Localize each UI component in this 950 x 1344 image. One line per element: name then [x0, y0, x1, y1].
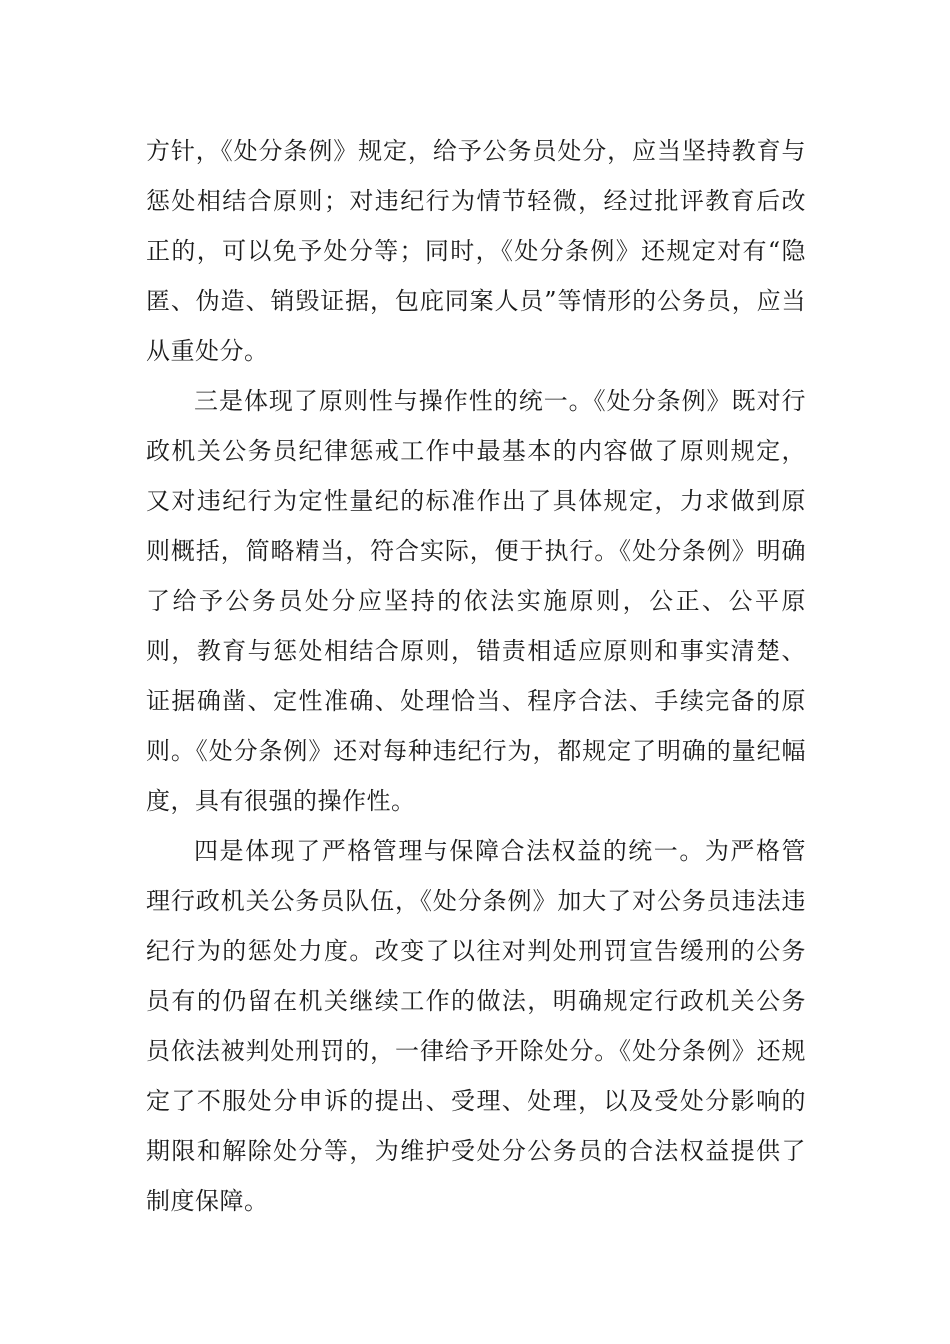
- paragraph-2: 三是体现了原则性与操作性的统一。《处分条例》既对行政机关公务员纪律惩戒工作中最基本的内容做了原则规定，又对违纪行为定性量纪的标准作出了具体规定，力求做到原则概括，简略精当，符合实际，便于执行。《处分条例》明确了给予公务员处分应坚持的依法实施原则，公正、公平原则，教育与惩处相结合原则，错责相适应原则和事实清楚、证据确凿、定性准确、处理恰当、程序合法、手续完备的原则。《处分条例》还对每种违纪行为，都规定了明确的量纪幅度，具有很强的操作性。: [146, 387, 806, 815]
- paragraph-3: 四是体现了严格管理与保障合法权益的统一。为严格管理行政机关公务员队伍，《处分条例》加大了对公务员违法违纪行为的惩处力度。改变了以往对判处刑罚宣告缓刑的公务员有的仍留在机关继续工作的做法，明确规定行政机关公务员依法被判处刑罚的，一律给予开除处分。《处分条例》还规定了不服处分申诉的提出、受理、处理，以及受处分影响的期限和解除处分等，为维护受处分公务员的合法权益提供了制度保障。: [146, 837, 806, 1215]
- paragraph-1: 方针，《处分条例》规定，给予公务员处分，应当坚持教育与惩处相结合原则；对违纪行为情节轻微，经过批评教育后改正的，可以免予处分等；同时，《处分条例》还规定对有“隐匿、伪造、销毁证据，包庇同案人员”等情形的公务员，应当从重处分。: [146, 137, 806, 365]
- document-body: [146, 126, 806, 1226]
